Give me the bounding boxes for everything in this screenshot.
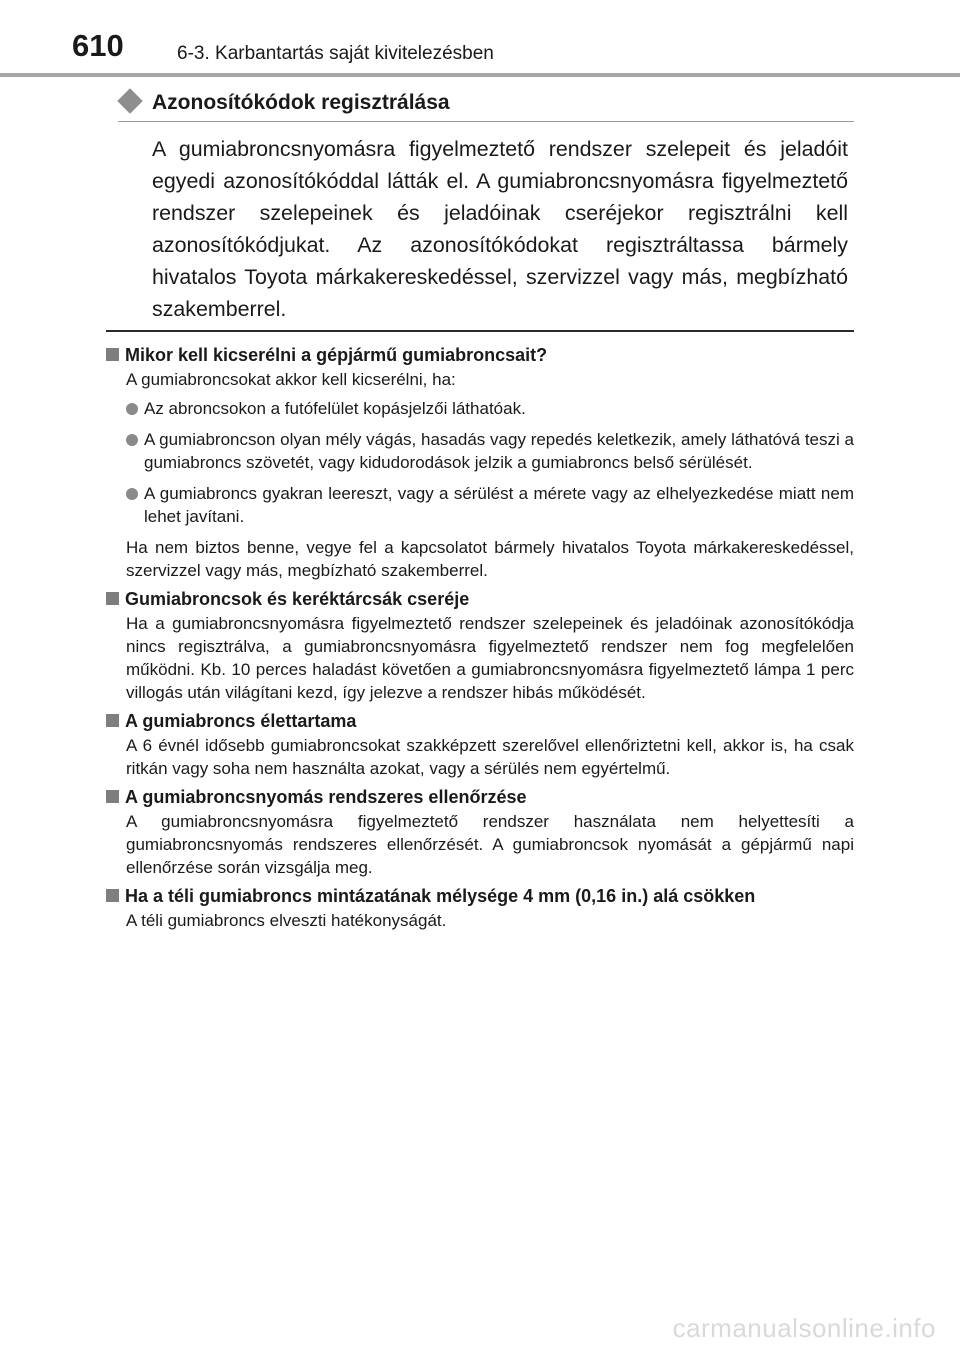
square-bullet-icon xyxy=(106,348,119,361)
list-item xyxy=(126,397,854,420)
item-wheel-replacement xyxy=(106,587,854,704)
item-body: Ha a gumiabroncsnyomásra figyelmeztető rendszer szelepeinek és jeladóinak azonosítókódja nincs regisztrálva, a gumiabroncsnyomásra figyelmeztető rendszer nem fog megfelelően működni. Kb. 10 perces haladást követően a gumiabroncsnyomásra figyelmeztető lámpa 1 perc villogás után világítani kezd, így jelezve a rendszer hibás működését. xyxy=(126,614,854,702)
item-title xyxy=(106,587,854,611)
item-tire-replacement xyxy=(106,343,854,582)
circle-bullet-icon xyxy=(126,434,138,446)
list-item-text: A gumiabroncson olyan mély vágás, hasadás vagy repedés keletkezik, amely láthatóvá teszi a gumiabroncs szövetét, vagy kidudorodások jelzik a gumiabroncs belső sérülését. xyxy=(144,430,854,472)
item-body: A 6 évnél idősebb gumiabroncsokat szakképzett szerelővel ellenőriztetni kell, akkor is, ha csak ritkán vagy soha nem használta azokat, vagy a sérülés nem egyértelmű. xyxy=(126,736,854,778)
list-item-text: Az abroncsokon a futófelület kopásjelzői láthatóak. xyxy=(144,399,526,418)
circle-bullet-icon xyxy=(126,488,138,500)
item-tire-lifetime xyxy=(106,709,854,780)
header-rule xyxy=(0,73,960,77)
circle-bullet-icon xyxy=(126,403,138,415)
square-bullet-icon xyxy=(106,592,119,605)
content-body xyxy=(106,343,854,937)
item-outro: Ha nem biztos benne, vegye fel a kapcsolatot bármely hivatalos Toyota márkakereskedéssel, szervizzel vagy más, megbízható szakemberrel. xyxy=(126,538,854,580)
section-heading: Azonosítókódok regisztrálása xyxy=(152,91,450,114)
watermark: carmanualsonline.info xyxy=(672,1313,936,1343)
diamond-icon xyxy=(117,88,142,113)
item-winter-tire xyxy=(106,884,854,932)
section-underline xyxy=(118,121,854,122)
page-number: 610 xyxy=(72,28,124,63)
item-body: A téli gumiabroncs elveszti hatékonyságát. xyxy=(126,911,447,930)
item-title-text: Gumiabroncsok és keréktárcsák cseréje xyxy=(125,589,470,609)
list-item-text: A gumiabroncs gyakran leereszt, vagy a sérülést a mérete vagy az elhelyezkedése miatt nem lehet javítani. xyxy=(144,484,854,526)
list-item xyxy=(126,482,854,528)
item-pressure-check xyxy=(106,785,854,879)
item-title-text: Mikor kell kicserélni a gépjármű gumiabroncsait? xyxy=(125,345,548,365)
item-intro: A gumiabroncsokat akkor kell kicserélni, ha: xyxy=(126,370,456,389)
item-body: A gumiabroncsnyomásra figyelmeztető rendszer használata nem helyettesíti a gumiabroncsnyomás rendszeres ellenőrzését. A gumiabroncsok nyomását a gépjármű napi ellenőrzése során vizsgálja meg. xyxy=(126,812,854,877)
square-bullet-icon xyxy=(106,714,119,727)
section-paragraph: A gumiabroncsnyomásra figyelmeztető rendszer szelepeit és jeladóit egyedi azonosítókóddal látták el. A gumiabroncsnyomásra figyelmeztető rendszer szelepeinek és jeladóinak cseréjekor regisztrálni kell azonosítókódjukat. Az azonosítókódokat regisztráltassa bármely hivatalos Toyota márkakereskedéssel, szervizzel vagy más, megbízható szakemberrel. xyxy=(152,137,848,321)
item-title xyxy=(106,709,854,733)
square-bullet-icon xyxy=(106,790,119,803)
square-bullet-icon xyxy=(106,889,119,902)
item-title-text: A gumiabroncsnyomás rendszeres ellenőrzése xyxy=(125,787,527,807)
item-title xyxy=(106,785,854,809)
list-item xyxy=(126,428,854,474)
item-title xyxy=(106,884,854,908)
item-title-text: Ha a téli gumiabroncs mintázatának mélysége 4 mm (0,16 in.) alá csökken xyxy=(125,886,756,906)
chapter-title: 6-3. Karbantartás saját kivitelezésben xyxy=(177,43,494,64)
item-title xyxy=(106,343,854,367)
item-title-text: A gumiabroncs élettartama xyxy=(125,711,357,731)
section-divider xyxy=(106,330,854,332)
